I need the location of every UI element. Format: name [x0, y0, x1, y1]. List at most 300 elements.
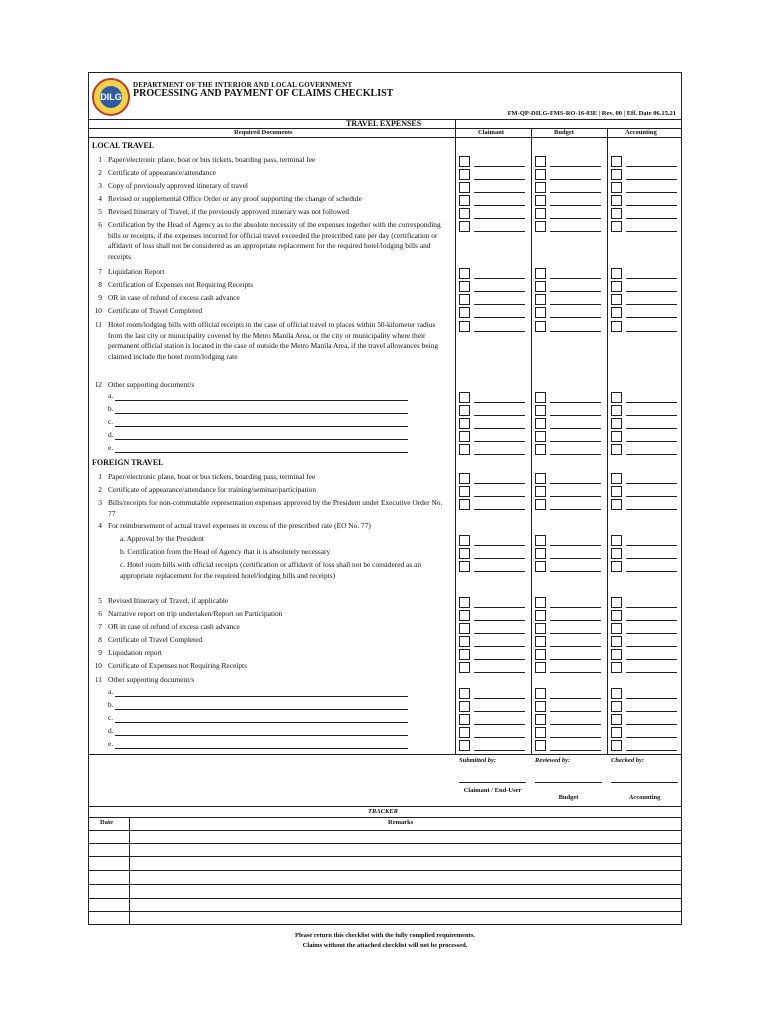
checkbox[interactable]: [611, 701, 622, 712]
checkbox[interactable]: [535, 727, 546, 738]
local-other-line[interactable]: [115, 426, 408, 427]
tracker-row[interactable]: [88, 856, 682, 857]
signature-line[interactable]: [535, 782, 602, 783]
remarks-line[interactable]: [550, 428, 601, 429]
remarks-line[interactable]: [474, 331, 525, 332]
checkbox[interactable]: [611, 662, 622, 673]
foreign-other-line[interactable]: [115, 709, 408, 710]
foreign-item-number: 5: [98, 596, 102, 605]
remarks-line[interactable]: [474, 231, 525, 232]
local-item-11: Other supporting document/s: [108, 380, 195, 389]
foreign-item-13: Other supporting document/s: [108, 675, 195, 684]
remarks-line[interactable]: [550, 571, 601, 572]
remarks-line[interactable]: [474, 179, 525, 180]
foreign-item-number: 6: [98, 609, 102, 618]
foreign-other-3: d.: [108, 726, 114, 735]
foreign-item-number: 1: [98, 472, 102, 481]
checkbox[interactable]: [611, 473, 622, 484]
checkbox[interactable]: [459, 649, 470, 660]
remarks-line[interactable]: [474, 402, 525, 403]
local-item-number: 8: [98, 280, 102, 289]
tracker-row[interactable]: [88, 898, 682, 899]
col-required-docs: Required Documents: [234, 129, 293, 136]
foreign-other-2: c.: [108, 713, 114, 722]
remarks-line[interactable]: [626, 607, 677, 608]
foreign-travel-heading: FOREIGN TRAVEL: [92, 458, 164, 467]
checkbox[interactable]: [459, 662, 470, 673]
local-other-line[interactable]: [115, 452, 408, 453]
local-item-0: Paper/electronic plane, boat or bus tickets, boarding pass, terminal fee: [108, 155, 316, 164]
checkbox[interactable]: [535, 195, 546, 206]
checkbox[interactable]: [535, 561, 546, 572]
remarks-line[interactable]: [626, 724, 677, 725]
local-item-9: Certificate of Travel Completed: [108, 306, 203, 315]
checkbox[interactable]: [459, 405, 470, 416]
foreign-other-line[interactable]: [115, 735, 408, 736]
divider: [88, 806, 682, 807]
tracker-col-date: Date: [100, 819, 113, 826]
checkbox[interactable]: [535, 740, 546, 751]
remarks-line[interactable]: [550, 192, 601, 193]
remarks-line[interactable]: [550, 633, 601, 634]
foreign-item-8: Narrative report on trip undertaken/Report on Participation: [108, 609, 283, 618]
checkbox[interactable]: [611, 156, 622, 167]
checkbox[interactable]: [535, 662, 546, 673]
remarks-line[interactable]: [626, 415, 677, 416]
foreign-item-number: 2: [98, 485, 102, 494]
checkbox[interactable]: [611, 610, 622, 621]
remarks-line[interactable]: [474, 558, 525, 559]
foreign-item-number: 10: [94, 661, 102, 670]
checkbox[interactable]: [459, 548, 470, 559]
remarks-line[interactable]: [550, 415, 601, 416]
remarks-line[interactable]: [550, 607, 601, 608]
checkbox[interactable]: [611, 486, 622, 497]
checkbox[interactable]: [459, 418, 470, 429]
remarks-line[interactable]: [550, 231, 601, 232]
checkbox[interactable]: [459, 486, 470, 497]
local-other-line[interactable]: [115, 439, 408, 440]
checkbox[interactable]: [535, 321, 546, 332]
checkbox[interactable]: [535, 649, 546, 660]
checkbox[interactable]: [611, 321, 622, 332]
remarks-line[interactable]: [474, 724, 525, 725]
checkbox[interactable]: [611, 499, 622, 510]
checkbox[interactable]: [459, 561, 470, 572]
tracker-row[interactable]: [88, 911, 682, 912]
local-item-number: 9: [98, 293, 102, 302]
local-item-number: 10: [94, 306, 102, 315]
checkbox[interactable]: [459, 195, 470, 206]
budget-signature-caption: Budget: [558, 794, 579, 801]
local-item-2: Copy of previously approved itinerary of travel: [108, 181, 248, 190]
remarks-line[interactable]: [550, 750, 601, 751]
remarks-line[interactable]: [626, 620, 677, 621]
local-item-number: 7: [98, 267, 102, 276]
remarks-line[interactable]: [626, 441, 677, 442]
checkbox[interactable]: [535, 169, 546, 180]
foreign-other-line[interactable]: [115, 748, 408, 749]
signature-line[interactable]: [611, 782, 678, 783]
checkbox[interactable]: [459, 597, 470, 608]
remarks-line[interactable]: [550, 278, 601, 279]
accounting-signature-caption: Accounting: [628, 794, 661, 801]
checkbox[interactable]: [459, 535, 470, 546]
foreign-item-number: 11: [94, 675, 102, 684]
remarks-line[interactable]: [626, 509, 677, 510]
section-title: TRAVEL EXPENSES: [346, 119, 422, 128]
remarks-line[interactable]: [550, 441, 601, 442]
checkbox[interactable]: [535, 688, 546, 699]
divider: [88, 128, 682, 129]
remarks-line[interactable]: [474, 633, 525, 634]
checkbox[interactable]: [611, 294, 622, 305]
checkbox[interactable]: [535, 392, 546, 403]
local-item-number: 11: [94, 320, 102, 329]
checkbox[interactable]: [611, 649, 622, 660]
remarks-line[interactable]: [550, 659, 601, 660]
remarks-line[interactable]: [474, 620, 525, 621]
remarks-line[interactable]: [474, 496, 525, 497]
remarks-line[interactable]: [474, 291, 525, 292]
remarks-line[interactable]: [550, 711, 601, 712]
remarks-line[interactable]: [474, 441, 525, 442]
checkbox[interactable]: [535, 548, 546, 559]
checkbox[interactable]: [459, 321, 470, 332]
remarks-line[interactable]: [474, 205, 525, 206]
remarks-line[interactable]: [550, 545, 601, 546]
foreign-item-9: OR in case of refund of excess cash advance: [108, 622, 240, 631]
remarks-line[interactable]: [626, 192, 677, 193]
checkbox[interactable]: [535, 597, 546, 608]
column-line: [531, 128, 532, 754]
remarks-line[interactable]: [550, 454, 601, 455]
checkbox[interactable]: [535, 499, 546, 510]
checkbox[interactable]: [459, 156, 470, 167]
remarks-line[interactable]: [550, 496, 601, 497]
checkbox[interactable]: [611, 169, 622, 180]
remarks-line[interactable]: [550, 205, 601, 206]
remarks-line[interactable]: [626, 659, 677, 660]
remarks-line[interactable]: [550, 509, 601, 510]
remarks-line[interactable]: [626, 750, 677, 751]
remarks-line[interactable]: [474, 571, 525, 572]
remarks-line[interactable]: [474, 317, 525, 318]
local-other-line[interactable]: [115, 413, 408, 414]
remarks-line[interactable]: [626, 231, 677, 232]
remarks-line[interactable]: [626, 646, 677, 647]
checkbox[interactable]: [459, 294, 470, 305]
dilg-logo: [92, 78, 130, 116]
checkbox[interactable]: [535, 610, 546, 621]
checkbox[interactable]: [459, 714, 470, 725]
remarks-line[interactable]: [626, 496, 677, 497]
remarks-line[interactable]: [626, 558, 677, 559]
checkbox[interactable]: [611, 688, 622, 699]
checkbox[interactable]: [535, 486, 546, 497]
checkbox[interactable]: [535, 208, 546, 219]
local-other-4: e.: [108, 443, 114, 452]
remarks-line[interactable]: [550, 620, 601, 621]
remarks-line[interactable]: [626, 545, 677, 546]
checkbox[interactable]: [611, 561, 622, 572]
checkbox[interactable]: [535, 156, 546, 167]
footer-note-1: Please return this checklist with the fully complied requirements.: [294, 932, 475, 939]
remarks-line[interactable]: [474, 509, 525, 510]
foreign-other-4: e.: [108, 739, 114, 748]
checkbox[interactable]: [611, 182, 622, 193]
foreign-item-number: 4: [98, 521, 102, 530]
checkbox[interactable]: [459, 727, 470, 738]
local-item-number: 5: [98, 207, 102, 216]
column-line: [455, 119, 456, 754]
checkbox[interactable]: [535, 444, 546, 455]
checkbox[interactable]: [459, 636, 470, 647]
foreign-item-number: 7: [98, 622, 102, 631]
local-item-4: Revised Itinerary of Travel, if the previously approved itinerary was not followed: [108, 207, 349, 216]
remarks-line[interactable]: [474, 166, 525, 167]
remarks-line[interactable]: [626, 454, 677, 455]
checkbox[interactable]: [611, 727, 622, 738]
remarks-line[interactable]: [626, 698, 677, 699]
form-code: FM-QP-DILG-FMS-RO-16-03E | Rev. 00 | Eff. Date 06.15.21: [507, 110, 676, 117]
checkbox[interactable]: [535, 418, 546, 429]
checkbox[interactable]: [611, 208, 622, 219]
remarks-line[interactable]: [626, 737, 677, 738]
signature-line[interactable]: [459, 782, 526, 783]
remarks-line[interactable]: [626, 331, 677, 332]
remarks-line[interactable]: [474, 545, 525, 546]
foreign-item-number: 3: [98, 498, 102, 507]
local-item-6: Liquidation Report: [108, 267, 165, 276]
remarks-line[interactable]: [550, 179, 601, 180]
remarks-line[interactable]: [550, 331, 601, 332]
foreign-item-12: Certificate of Expenses not Requiring Receipts: [108, 661, 247, 670]
checkbox[interactable]: [611, 714, 622, 725]
divider: [88, 817, 682, 818]
column-line: [607, 128, 608, 754]
remarks-line[interactable]: [626, 218, 677, 219]
remarks-line[interactable]: [474, 737, 525, 738]
remarks-line[interactable]: [550, 483, 601, 484]
checkbox[interactable]: [459, 392, 470, 403]
checkbox[interactable]: [611, 636, 622, 647]
checkbox[interactable]: [535, 294, 546, 305]
remarks-line[interactable]: [626, 672, 677, 673]
remarks-line[interactable]: [474, 659, 525, 660]
col-claimant: Claimant: [478, 129, 504, 136]
remarks-line[interactable]: [626, 179, 677, 180]
footer-note-2: Claims without the attached checklist will not be processed.: [302, 942, 468, 949]
foreign-other-line[interactable]: [115, 722, 408, 723]
checkbox[interactable]: [459, 169, 470, 180]
foreign-item-1: Certificate of appearance/attendance for training/seminar/participation: [108, 485, 317, 494]
tracker-col-remarks: Remarks: [388, 819, 414, 826]
remarks-line[interactable]: [550, 646, 601, 647]
checkbox[interactable]: [535, 281, 546, 292]
remarks-line[interactable]: [474, 646, 525, 647]
claimant-signature-caption: Claimant / End-User: [463, 787, 522, 794]
remarks-line[interactable]: [474, 607, 525, 608]
checkbox[interactable]: [459, 307, 470, 318]
tracker-row[interactable]: [88, 843, 682, 844]
checkbox[interactable]: [535, 473, 546, 484]
remarks-line[interactable]: [474, 454, 525, 455]
foreign-item-6: c. Hotel room bills with official receipts (certification or affidavit of loss shall not be considered as an appropriate replacement for the required hotel/lodging bills and receipts): [120, 560, 422, 580]
checkbox[interactable]: [459, 473, 470, 484]
checkbox[interactable]: [611, 307, 622, 318]
remarks-line[interactable]: [550, 218, 601, 219]
checkbox[interactable]: [535, 307, 546, 318]
checkbox[interactable]: [459, 688, 470, 699]
remarks-line[interactable]: [474, 483, 525, 484]
tracker-title: TRACKER: [368, 808, 398, 815]
foreign-item-number: 8: [98, 635, 102, 644]
local-item-number: 4: [98, 194, 102, 203]
checkbox[interactable]: [535, 182, 546, 193]
logo-text: DILG: [100, 86, 122, 108]
remarks-line[interactable]: [474, 750, 525, 751]
remarks-line[interactable]: [474, 698, 525, 699]
local-item-number: 1: [98, 155, 102, 164]
checkbox[interactable]: [611, 221, 622, 232]
remarks-line[interactable]: [474, 278, 525, 279]
remarks-line[interactable]: [626, 571, 677, 572]
local-item-7: Certification of Expenses not Requiring Receipts: [108, 280, 254, 289]
checkbox[interactable]: [535, 268, 546, 279]
checkbox[interactable]: [611, 623, 622, 634]
local-other-3: d.: [108, 430, 114, 439]
remarks-line[interactable]: [474, 192, 525, 193]
checkbox[interactable]: [611, 431, 622, 442]
foreign-item-3: For reimbursement of actual travel expenses in excess of the prescribed rate (EO No. 77): [108, 521, 371, 530]
remarks-line[interactable]: [550, 402, 601, 403]
page-title: PROCESSING AND PAYMENT OF CLAIMS CHECKLIST: [133, 88, 394, 99]
checkbox[interactable]: [459, 610, 470, 621]
submitted-by-label: Submitted by:: [459, 757, 497, 764]
tracker-column-line: [129, 817, 130, 925]
checkbox[interactable]: [459, 221, 470, 232]
remarks-line[interactable]: [626, 278, 677, 279]
local-item-8: OR in case of refund of excess cash advance: [108, 293, 240, 302]
checkbox[interactable]: [535, 623, 546, 634]
remarks-line[interactable]: [626, 402, 677, 403]
reviewed-by-label: Reviewed by:: [535, 757, 571, 764]
remarks-line[interactable]: [550, 166, 601, 167]
checkbox[interactable]: [611, 740, 622, 751]
remarks-line[interactable]: [550, 304, 601, 305]
foreign-item-2: Bills/receipts for non-commutable representation expenses approved by the President under Executive Order No. 77: [108, 498, 443, 518]
checkbox[interactable]: [535, 714, 546, 725]
checkbox[interactable]: [459, 499, 470, 510]
local-other-0: a.: [108, 391, 114, 400]
tracker-row[interactable]: [88, 884, 682, 885]
remarks-line[interactable]: [626, 291, 677, 292]
remarks-line[interactable]: [550, 698, 601, 699]
remarks-line[interactable]: [626, 205, 677, 206]
remarks-line[interactable]: [550, 558, 601, 559]
remarks-line[interactable]: [550, 672, 601, 673]
checkbox[interactable]: [611, 268, 622, 279]
checkbox[interactable]: [459, 623, 470, 634]
divider: [88, 137, 682, 138]
checkbox[interactable]: [535, 535, 546, 546]
remarks-line[interactable]: [626, 633, 677, 634]
checkbox[interactable]: [611, 597, 622, 608]
remarks-line[interactable]: [626, 711, 677, 712]
remarks-line[interactable]: [626, 317, 677, 318]
remarks-line[interactable]: [550, 317, 601, 318]
checkbox[interactable]: [459, 208, 470, 219]
remarks-line[interactable]: [626, 166, 677, 167]
remarks-line[interactable]: [474, 711, 525, 712]
remarks-line[interactable]: [474, 672, 525, 673]
checkbox[interactable]: [535, 701, 546, 712]
local-other-1: b.: [108, 404, 114, 413]
remarks-line[interactable]: [550, 737, 601, 738]
checkbox[interactable]: [459, 701, 470, 712]
remarks-line[interactable]: [474, 218, 525, 219]
foreign-item-0: Paper/electronic plane, boat or bus tickets, boarding pass, terminal fee: [108, 472, 316, 481]
col-accounting: Accounting: [625, 129, 657, 136]
checkbox[interactable]: [535, 636, 546, 647]
remarks-line[interactable]: [626, 304, 677, 305]
local-other-line[interactable]: [115, 400, 408, 401]
tracker-row[interactable]: [88, 870, 682, 871]
checkbox[interactable]: [611, 195, 622, 206]
remarks-line[interactable]: [474, 428, 525, 429]
checkbox[interactable]: [535, 405, 546, 416]
foreign-item-11: Liquidation report: [108, 648, 162, 657]
checkbox[interactable]: [611, 535, 622, 546]
remarks-line[interactable]: [474, 304, 525, 305]
local-other-2: c.: [108, 417, 114, 426]
checkbox[interactable]: [459, 444, 470, 455]
checkbox[interactable]: [611, 405, 622, 416]
local-item-number: 2: [98, 168, 102, 177]
local-item-1: Certificate of appearance/attendance: [108, 168, 216, 177]
checkbox[interactable]: [611, 418, 622, 429]
foreign-item-5: b. Certification from the Head of Agency that it is absolutely necessary: [120, 547, 331, 556]
foreign-other-0: a.: [108, 687, 114, 696]
checkbox[interactable]: [535, 431, 546, 442]
checkbox[interactable]: [611, 392, 622, 403]
local-item-3: Revised or supplemental Office Order or any proof supporting the change of schedule: [108, 194, 362, 203]
remarks-line[interactable]: [626, 483, 677, 484]
remarks-line[interactable]: [626, 428, 677, 429]
foreign-item-number: 9: [98, 648, 102, 657]
checkbox[interactable]: [459, 268, 470, 279]
checkbox[interactable]: [459, 431, 470, 442]
checkbox[interactable]: [459, 740, 470, 751]
local-item-number: 6: [98, 220, 102, 229]
checkbox[interactable]: [611, 444, 622, 455]
tracker-row[interactable]: [88, 830, 682, 831]
checked-by-label: Checked by:: [611, 757, 645, 764]
foreign-item-7: Revised Itinerary of Travel, if applicable: [108, 596, 229, 605]
remarks-line[interactable]: [550, 724, 601, 725]
checkbox[interactable]: [611, 281, 622, 292]
checkbox[interactable]: [611, 548, 622, 559]
checkbox[interactable]: [459, 182, 470, 193]
checkbox[interactable]: [459, 281, 470, 292]
checkbox[interactable]: [535, 221, 546, 232]
remarks-line[interactable]: [550, 291, 601, 292]
foreign-other-line[interactable]: [115, 696, 408, 697]
local-item-number: 12: [94, 380, 102, 389]
remarks-line[interactable]: [474, 415, 525, 416]
local-item-10: Hotel room/lodging bills with official receipts in the case of official travel to places within 50-kilometer radius from the last city or municipality covered by the Metro Manila Area, or the city or municipality where their permanent official station is located in the case of outside the Metro Manila Area, if the travel allowances being claimed include the hotel room/lodging rate: [108, 320, 439, 361]
